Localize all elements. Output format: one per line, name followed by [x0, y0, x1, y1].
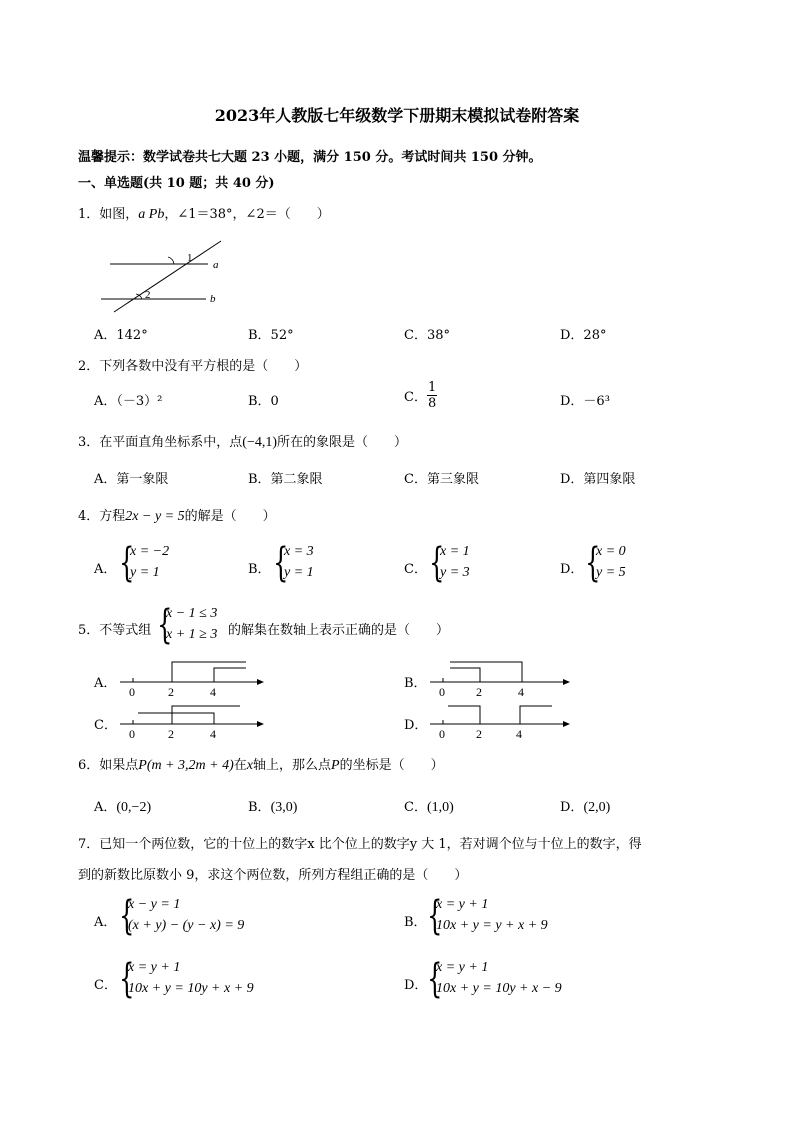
q2-option-d[interactable]: D．－6³	[560, 394, 610, 409]
q5-option-d-number-line	[428, 698, 578, 740]
q4-option-b-system	[284, 541, 314, 583]
q4-option-a-label[interactable]: A．	[94, 562, 117, 577]
question-4-stem	[78, 505, 276, 525]
tick-label: 2	[476, 685, 482, 698]
q4-option-d-system	[596, 541, 626, 583]
notice-text: 温馨提示：数学试卷共七大题 23 小题，满分 150 分。考试时间共 150 分钟。	[78, 150, 542, 165]
brace-icon: {	[119, 540, 135, 586]
question-2-stem: 2．下列各数中没有平方根的是（ ）	[78, 359, 308, 374]
q3-stem-start: 3．在平面直角坐标系中，点	[78, 435, 243, 450]
q5-option-c-number-line	[118, 698, 268, 740]
q2-option-b[interactable]: B．0	[248, 394, 279, 409]
q5-option-b-number-line	[428, 656, 578, 698]
page-title: 2023年人教版七年级数学下册期末模拟试卷附答案	[214, 106, 580, 125]
q6-option-a[interactable]	[94, 796, 151, 816]
q4-option-c-system	[440, 541, 470, 583]
line-b-label: b	[210, 293, 216, 305]
tick-label: 2	[476, 727, 482, 740]
brace-icon: {	[119, 956, 135, 1002]
q6-stem-part: 轴上，那么点	[253, 758, 332, 773]
q4-stem-start: 4．方程	[78, 509, 126, 524]
system-line: 10x + y = 10y + x + 9	[128, 981, 254, 996]
fraction-numerator: 1	[427, 380, 437, 395]
tick-label: 0	[439, 685, 445, 698]
brace-icon: {	[119, 893, 135, 939]
q4-option-c-label[interactable]: C．	[404, 562, 427, 577]
q2-option-c[interactable]	[404, 380, 437, 411]
tick-label: 0	[129, 685, 135, 698]
system-line: x = y + 1	[436, 960, 489, 975]
q7-option-d-label[interactable]: D．	[404, 978, 428, 993]
option-value: (2,0)	[583, 800, 611, 815]
system-line: x = y + 1	[436, 897, 489, 912]
brace-icon: {	[585, 540, 601, 586]
q5-inequality-system	[166, 603, 217, 645]
q3-stem-end: 所在的象限是（ ）	[277, 435, 408, 450]
q4-equation-math: 2x − y = 5	[125, 509, 185, 524]
q3-option-c[interactable]: C．第三象限	[404, 472, 479, 487]
system-line: y = 5	[596, 565, 626, 580]
brace-icon: {	[273, 540, 289, 586]
system-line: y = 3	[440, 565, 470, 580]
q4-option-b-label[interactable]: B．	[248, 562, 271, 577]
q7-option-a-system	[128, 894, 244, 936]
q5-option-a-label[interactable]: A．	[94, 676, 117, 691]
angle-1-arc	[168, 257, 174, 264]
tick-label: 4	[516, 727, 522, 740]
q7-option-b-label[interactable]: B．	[404, 915, 427, 930]
option-label: D．	[560, 800, 584, 815]
q4-stem-end: 的解是（ ）	[184, 509, 276, 524]
option-label: A．	[94, 800, 117, 815]
q1-stem-start: 1．如图，	[78, 207, 139, 222]
q2-option-c-label: C．	[404, 390, 427, 405]
system-line: 10x + y = 10y + x − 9	[436, 981, 562, 996]
q5-option-a-number-line	[118, 656, 268, 698]
q2-fraction	[427, 380, 437, 411]
question-5-stem-start: 5．不等式组	[78, 623, 152, 638]
q3-point-math: (−4,1)	[242, 435, 278, 450]
question-3-stem	[78, 431, 407, 451]
q1-option-c[interactable]: C．38°	[404, 328, 450, 343]
q6-option-c[interactable]	[404, 796, 454, 816]
system-line: x = 0	[596, 544, 626, 559]
q5-option-c-label[interactable]: C．	[94, 718, 117, 733]
section-heading: 一、单选题(共 10 题；共 40 分)	[78, 176, 275, 191]
tick-label: 4	[210, 685, 216, 698]
system-line: x − 1 ≤ 3	[166, 606, 218, 621]
question-6-stem	[78, 754, 444, 774]
system-line: x + 1 ≥ 3	[166, 627, 218, 642]
system-line: x = −2	[130, 544, 170, 559]
q6-stem-start: 6．如果点	[78, 758, 139, 773]
tick-label: 2	[168, 727, 174, 740]
q1-parallel-lines-figure	[96, 236, 236, 316]
tick-label: 4	[210, 727, 216, 740]
q1-stem-end: ，∠1＝38°，∠2＝（ ）	[164, 207, 330, 222]
q6-axis-var: x	[246, 758, 254, 773]
brace-icon: {	[427, 893, 443, 939]
option-label: B．	[248, 800, 271, 815]
question-7-stem-line-1: 7．已知一个两位数，它的十位上的数字x 比个位上的数字y 大 1，若对调个位与十位上的数字，得	[78, 837, 642, 852]
question-5-stem-end: 的解集在数轴上表示正确的是（ ）	[228, 623, 450, 638]
brace-icon: {	[429, 540, 445, 586]
q7-option-b-system	[436, 894, 548, 936]
q3-option-d[interactable]: D．第四象限	[560, 472, 636, 487]
q7-option-a-label[interactable]: A．	[94, 915, 117, 930]
q3-option-b[interactable]: B．第二象限	[248, 472, 323, 487]
angle-2-label: 2	[145, 289, 151, 301]
q7-option-d-system	[436, 957, 562, 999]
line-a-label: a	[213, 259, 219, 271]
q6-point-math: P(m + 3,2m + 4)	[138, 758, 234, 773]
q6-stem-end: 的坐标是（ ）	[339, 758, 444, 773]
question-7-stem-line-2: 到的新数比原数小 9，求这个两位数，所列方程组正确的是（ ）	[78, 868, 468, 883]
system-line: x = y + 1	[128, 960, 181, 975]
system-line: x = 3	[284, 544, 314, 559]
q1-parallel-math: a Pb	[138, 207, 165, 222]
system-line: x − y = 1	[128, 897, 181, 912]
system-line: y = 1	[284, 565, 314, 580]
system-line: (x + y) − (y − x) = 9	[128, 918, 245, 933]
q3-option-a[interactable]: A．第一象限	[94, 472, 169, 487]
system-line: 10x + y = y + x + 9	[436, 918, 548, 933]
q6-option-d[interactable]	[560, 796, 610, 816]
q6-stem-part: 在	[233, 758, 247, 773]
transversal-line	[114, 241, 221, 312]
q2-option-a[interactable]: A．（－3）²	[94, 394, 163, 409]
system-line: x = 1	[440, 544, 470, 559]
brace-icon: {	[427, 956, 443, 1002]
tick-label: 2	[168, 685, 174, 698]
q4-option-a-system	[130, 541, 169, 583]
tick-label: 0	[439, 727, 445, 740]
tick-label: 0	[129, 727, 135, 740]
q4-option-d-label[interactable]: D．	[560, 562, 584, 577]
question-1-stem	[78, 203, 330, 223]
system-line: y = 1	[130, 565, 160, 580]
tick-label: 4	[518, 685, 524, 698]
q1-option-d[interactable]: D．28°	[560, 328, 607, 343]
q7-option-c-label[interactable]: C．	[94, 978, 117, 993]
option-label: C．	[404, 800, 427, 815]
q6-point-var: P	[331, 758, 340, 773]
q6-option-b[interactable]	[248, 796, 297, 816]
q7-option-c-system	[128, 957, 254, 999]
q5-option-d-label[interactable]: D．	[404, 718, 428, 733]
option-value: (1,0)	[426, 800, 454, 815]
angle-1-label: 1	[187, 252, 193, 264]
q1-option-b[interactable]: B．52°	[248, 328, 294, 343]
q1-option-a[interactable]: A．142°	[94, 328, 148, 343]
brace-icon: {	[157, 602, 173, 648]
q5-option-b-label[interactable]: B．	[404, 676, 427, 691]
option-value: (3,0)	[270, 800, 298, 815]
fraction-denominator: 8	[427, 396, 437, 411]
option-value: (0,−2)	[116, 800, 152, 815]
